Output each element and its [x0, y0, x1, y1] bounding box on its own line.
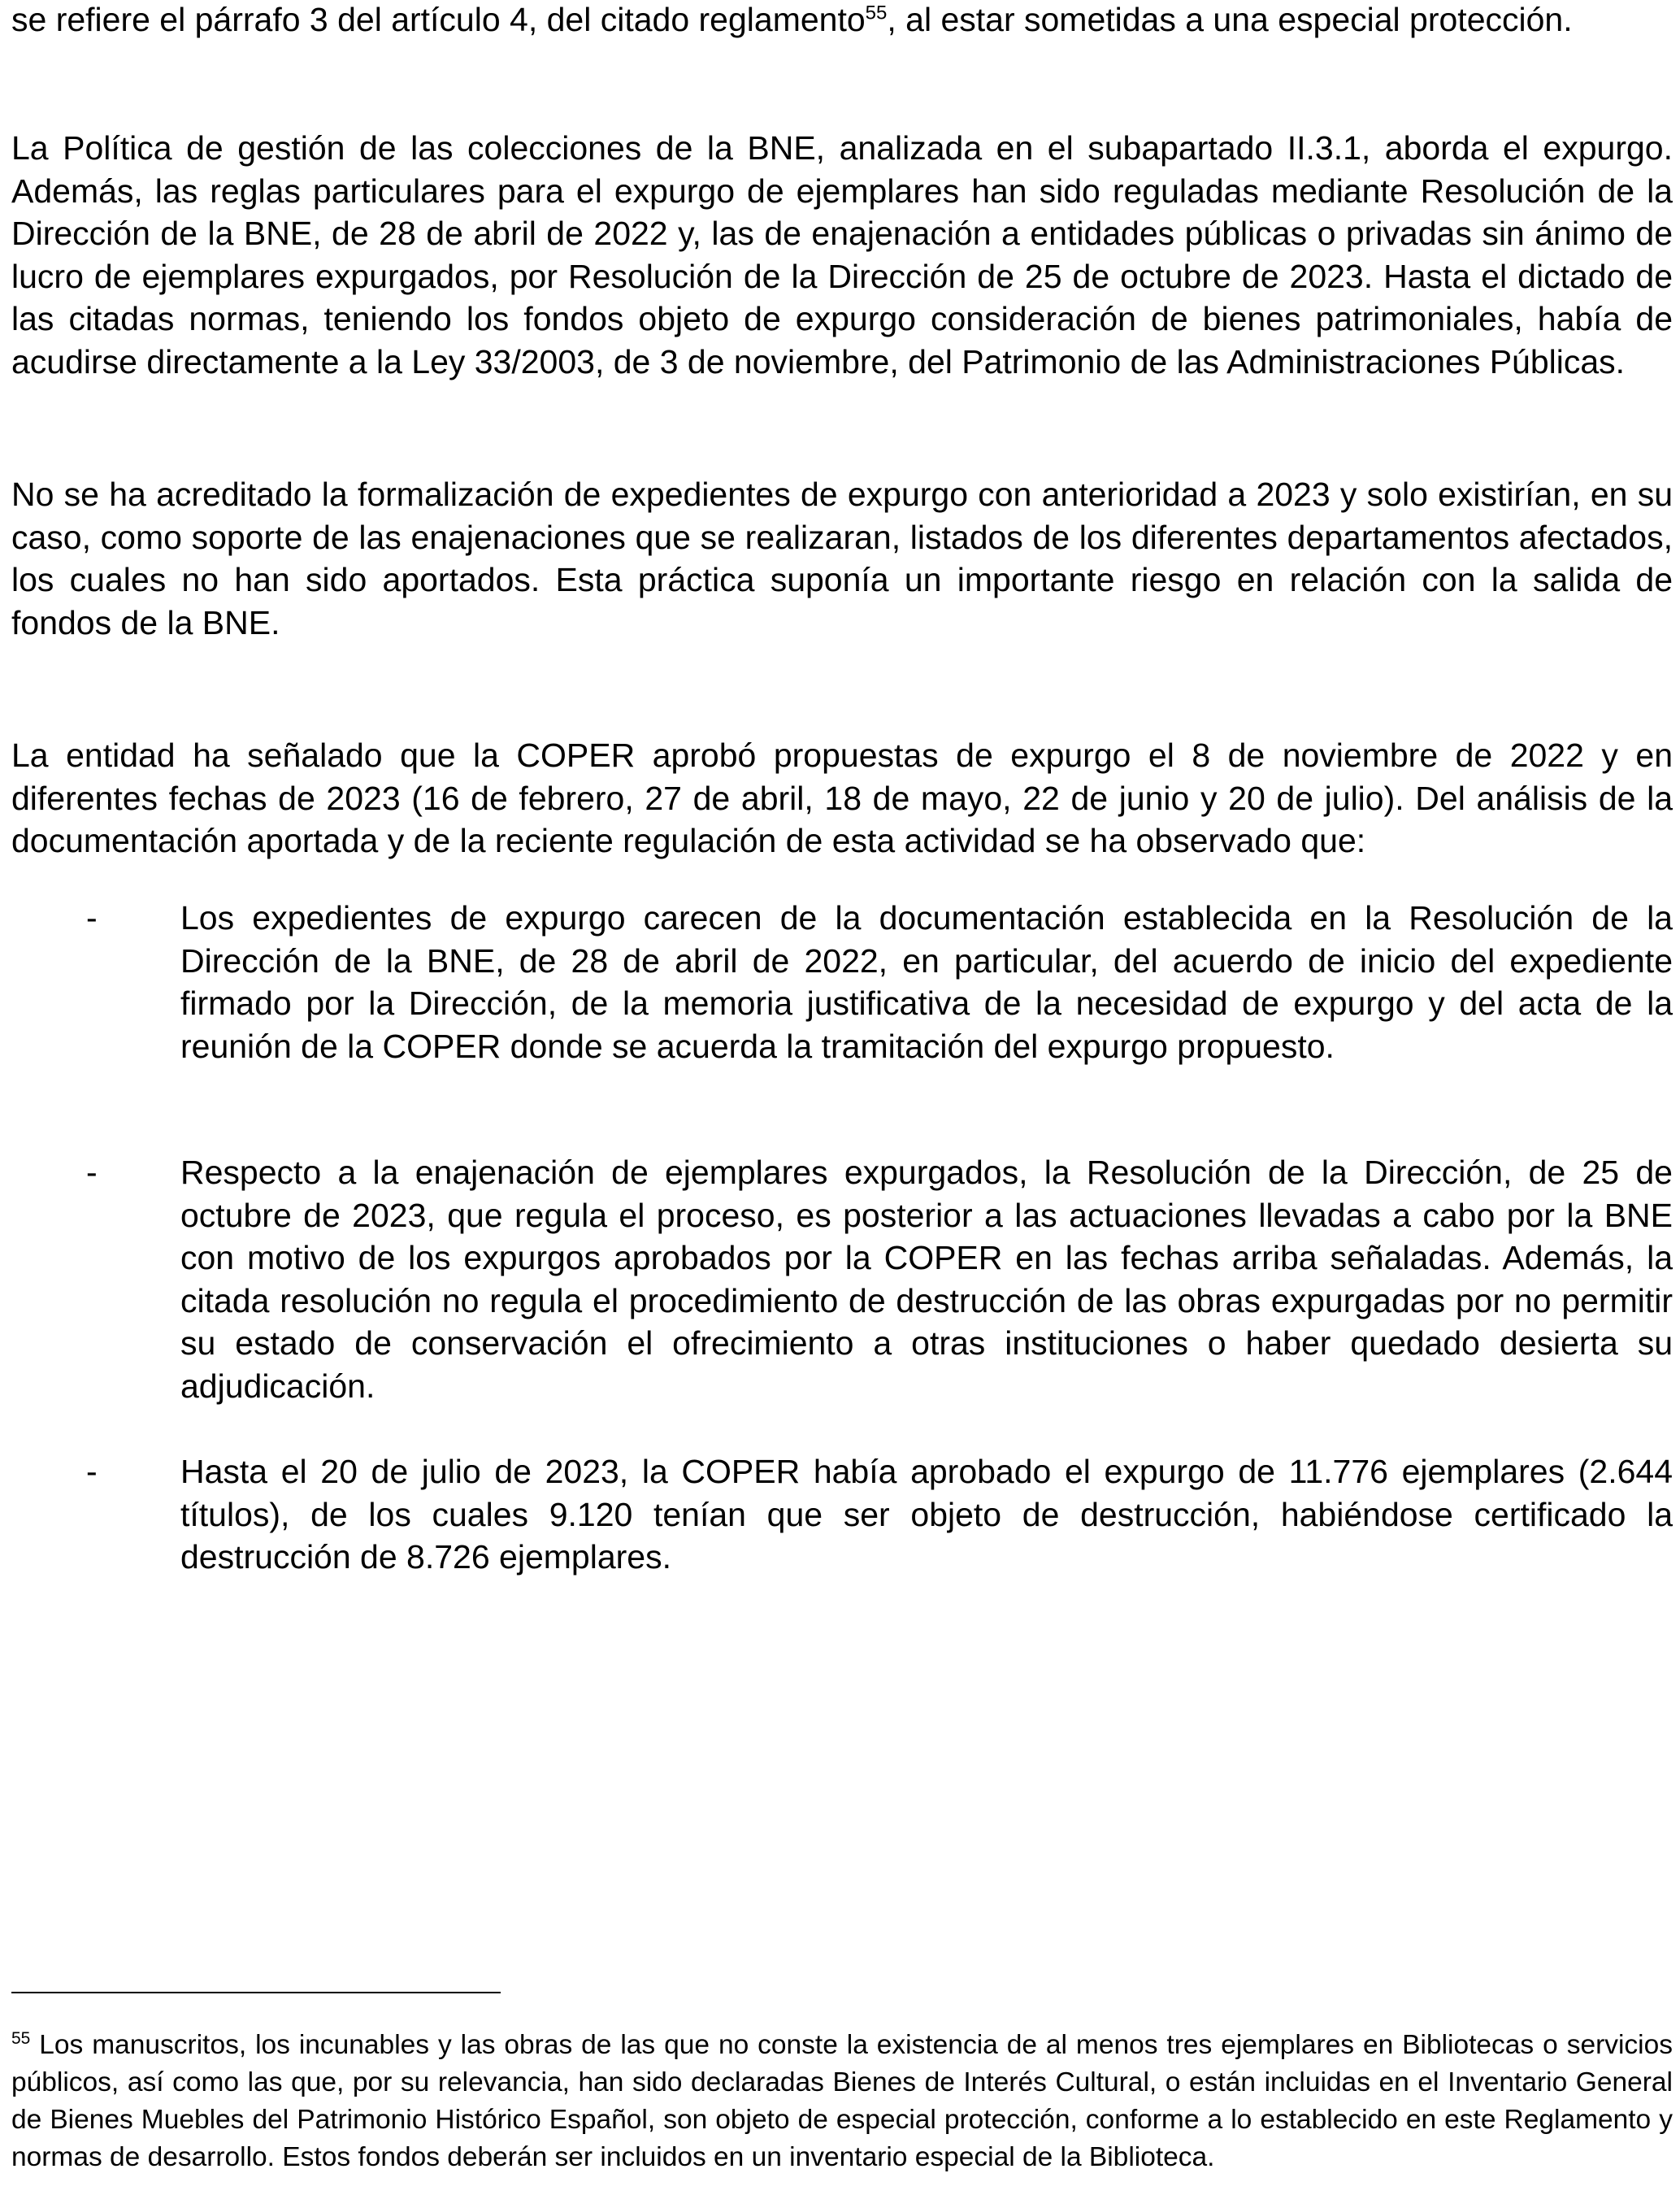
footnote-number: 55: [11, 2028, 31, 2048]
bullet-item: [11, 1450, 1673, 1579]
paragraph-2: La Política de gestión de las colecciones de la BNE, analizada en el subapartado II.3.1, aborda el expurgo. Además, las reglas particulares para el expurgo de ejemplares han sido reguladas mediante Resolución de la Dirección de la BNE, de 28 de abril de 2022 y, las de enajenación a entidades públicas o privadas sin ánimo de lucro de ejemplares expurgados, por Resolución de la Dirección de 25 de octubre de 2023. Hasta el dictado de las citadas normas, teniendo los fondos objeto de expurgo consideración de bienes patrimoniales, había de acudirse directamente a la Ley 33/2003, de 3 de noviembre, del Patrimonio de las Administraciones Públicas.: [11, 129, 1673, 380]
bullet-text: Los expedientes de expurgo carecen de la documentación establecida en la Resolución de la Dirección de la BNE, de 28 de abril de 2022, en particular, del acuerdo de inicio del expediente firmado por la Dirección, de la memoria justificativa de la necesidad de expurgo y del acta de la reunión de la COPER donde se acuerda la tramitación del expurgo propuesto.: [180, 899, 1673, 1065]
bullet-dash: -: [86, 1154, 98, 1191]
paragraph-3: No se ha acreditado la formalización de expedientes de expurgo con anterioridad a 2023 y solo existirían, en su caso, como soporte de las enajenaciones que se realizaran, listados de los diferentes departamentos afectados, los cuales no han sido aportados. Esta práctica suponía un importante riesgo en relación con la salida de fondos de la BNE.: [11, 476, 1673, 641]
paragraph-text: , al estar sometidas a una especial protección.: [887, 1, 1573, 38]
bullet-dash: -: [86, 1453, 98, 1490]
bullet-text: Respecto a la enajenación de ejemplares expurgados, la Resolución de la Dirección, de 25 de octubre de 2023, que regula el proceso, es posterior a las actuaciones llevadas a cabo por la BNE con motivo de los expurgos aprobados por la COPER en las fechas arriba señaladas. Además, la citada resolución no regula el procedimiento de destrucción de las obras expurgadas por no permitir su estado de conservación el ofrecimiento a otras instituciones o haber quedado desierta su adjudicación.: [180, 1154, 1673, 1405]
paragraph-text: se refiere el párrafo 3 del artículo 4, del citado reglamento: [11, 1, 866, 38]
footnote-ref[interactable]: 55: [865, 2, 888, 24]
paragraph-1: [11, 0, 1673, 41]
bullet-dash: -: [86, 899, 98, 937]
bullet-item: [11, 1151, 1673, 1407]
footnote: [11, 2027, 1673, 2176]
paragraph-4: La entidad ha señalado que la COPER aprobó propuestas de expurgo el 8 de noviembre de 2022 y en diferentes fechas de 2023 (16 de febrero, 27 de abril, 18 de mayo, 22 de junio y 20 de julio). Del análisis de la documentación aportada y de la reciente regulación de esta actividad se ha observado que:: [11, 737, 1673, 859]
bullet-item: [11, 897, 1673, 1067]
bullet-text: Hasta el 20 de julio de 2023, la COPER había aprobado el expurgo de 11.776 ejemplares (2.644 títulos), de los cuales 9.120 tenían que ser objeto de destrucción, habiéndose certificado la destrucción de 8.726 ejemplares.: [180, 1453, 1673, 1576]
footnote-separator: [11, 1992, 501, 1993]
footnote-text: Los manuscritos, los incunables y las obras de las que no conste la existencia de al menos tres ejemplares en Bibliotecas o servicios públicos, así como las que, por su relevancia, han sido declaradas Bienes de Interés Cultural, o están incluidas en el Inventario General de Bienes Muebles del Patrimonio Histórico Español, son objeto de especial protección, conforme a lo establecido en este Reglamento y normas de desarrollo. Estos fondos deberán ser incluidos en un inventario especial de la Biblioteca.: [11, 2030, 1673, 2172]
